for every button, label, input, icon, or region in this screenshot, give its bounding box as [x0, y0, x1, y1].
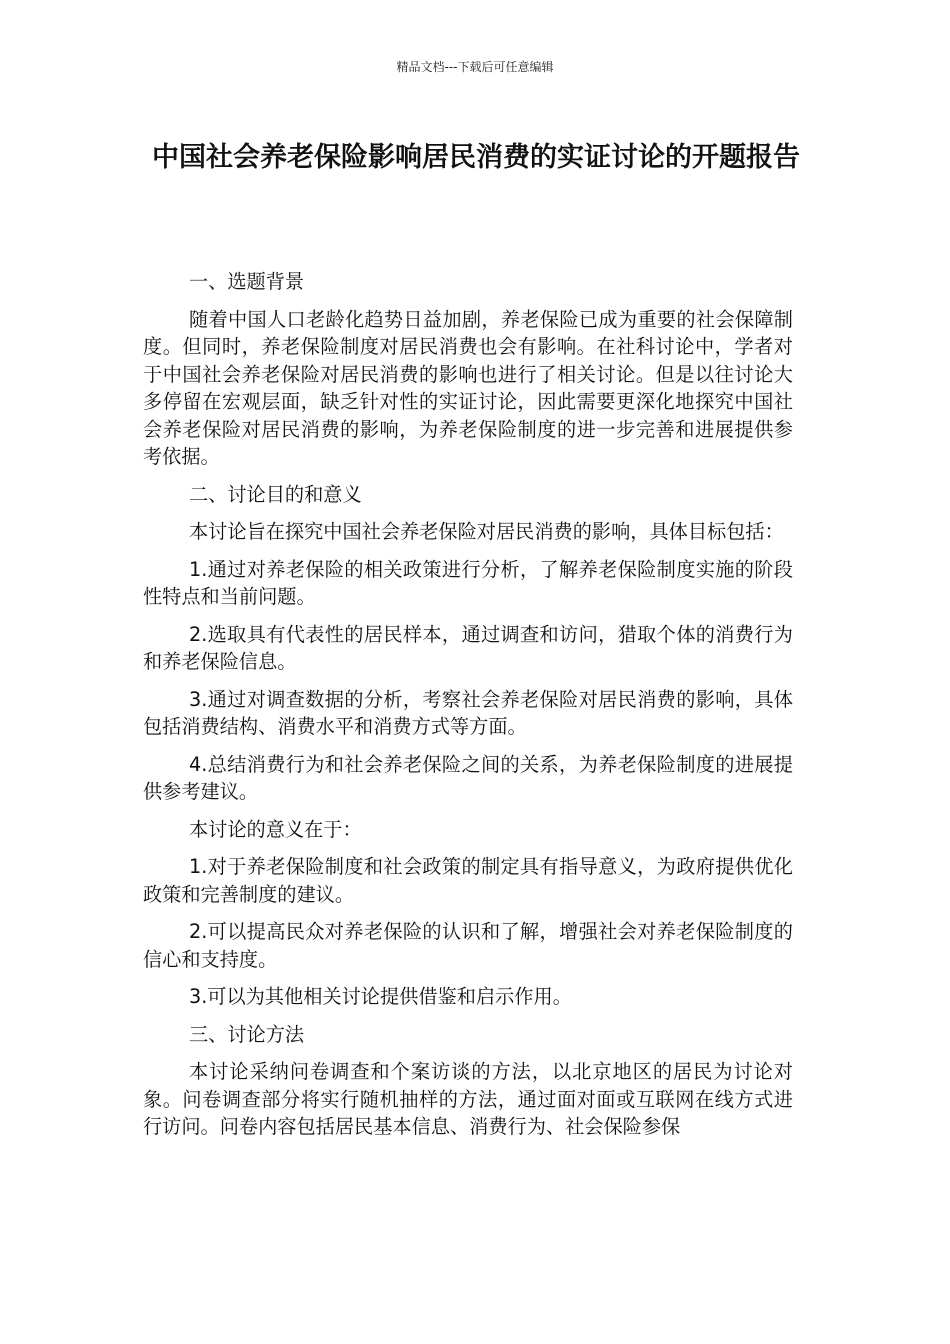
list-item-goal-2: 2.选取具有代表性的居民样本，通过调查和访问，猎取个体的消费行为和养老保险信息。 — [143, 622, 793, 673]
list-item-significance-2: 2.可以提高民众对养老保险的认识和了解，增强社会对养老保险制度的信心和支持度。 — [143, 920, 793, 971]
section-heading-method: 三、讨论方法 — [189, 1022, 305, 1046]
paragraph-purpose-intro: 本讨论旨在探究中国社会养老保险对居民消费的影响，具体目标包括： — [189, 520, 784, 543]
document-body — [143, 268, 793, 1151]
paragraph-method: 本讨论采纳问卷调查和个案访谈的方法，以北京地区的居民为讨论对象。问卷调查部分将实行随机抽样的方法，通过面对面或互联网在线方式进行访问。问卷内容包括居民基本信息、消费行为、社会保险参保 — [143, 1060, 793, 1138]
paragraph-background: 随着中国人口老龄化趋势日益加剧，养老保险已成为重要的社会保障制度。但同时，养老保险制度对居民消费也会有影响。在社科讨论中，学者对于中国社会养老保险对居民消费的影响也进行了相关讨论。但是以往讨论大多停留在宏观层面，缺乏针对性的实证讨论，因此需要更深化地探究中国社会养老保险对居民消费的影响，为养老保险制度的进一步完善和进展提供参考依据。 — [143, 307, 793, 468]
list-item-significance-1: 1.对于养老保险制度和社会政策的制定具有指导意义，为政府提供优化政策和完善制度的建议。 — [143, 855, 793, 906]
document-header-note: 精品文档---下载后可任意编辑 — [396, 60, 554, 74]
paragraph-significance-intro: 本讨论的意义在于： — [189, 817, 362, 841]
document-title: 中国社会养老保险影响居民消费的实证讨论的开题报告 — [152, 142, 800, 173]
list-item-goal-1: 1.通过对养老保险的相关政策进行分析，了解养老保险制度实施的阶段性特点和当前问题。 — [143, 557, 793, 608]
section-heading-background: 一、选题背景 — [189, 270, 305, 293]
list-item-significance-3: 3.可以为其他相关讨论提供借鉴和启示作用。 — [189, 985, 572, 1008]
section-heading-purpose: 二、讨论目的和意义 — [189, 482, 362, 506]
list-item-goal-4: 4.总结消费行为和社会养老保险之间的关系，为养老保险制度的进展提供参考建议。 — [143, 752, 793, 803]
list-item-goal-3: 3.通过对调查数据的分析，考察社会养老保险对居民消费的影响，具体包括消费结构、消费水平和消费方式等方面。 — [143, 687, 793, 738]
